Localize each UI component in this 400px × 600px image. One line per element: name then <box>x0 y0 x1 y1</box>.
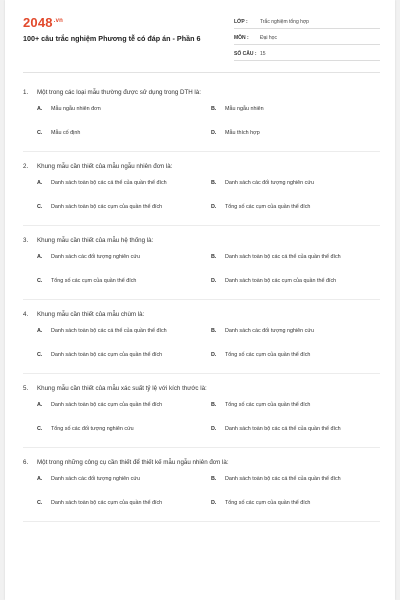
site-logo[interactable]: $2048^{.vn}$ <box>23 15 64 30</box>
option-letter: D. <box>211 203 217 210</box>
answer-option-a[interactable] <box>37 245 211 269</box>
meta-row-class <box>234 14 380 29</box>
option-text: Danh sách toàn bộ các cụm của quần thể đích <box>51 203 163 210</box>
option-letter: A. <box>37 401 43 408</box>
option-letter: C. <box>37 129 43 136</box>
question-header <box>23 78 380 97</box>
option-letter: C. <box>37 203 43 210</box>
option-text: Mẫu thích hợp <box>225 129 260 136</box>
option-text: Mẫu ngẫu nhiên <box>225 105 264 112</box>
option-letter: A. <box>37 327 43 334</box>
option-text: Tổng số các cụm của quần thể đích <box>225 401 311 408</box>
option-letter: A. <box>37 105 43 112</box>
option-letter: B. <box>211 179 217 186</box>
option-letter: B. <box>211 327 217 334</box>
question-text: Một trong những công cụ cần thiết để thiết kế mẫu ngẫu nhiên đơn là: <box>37 459 229 466</box>
question-list <box>5 78 395 522</box>
answer-option-d[interactable] <box>211 195 385 219</box>
option-text: Danh sách toàn bộ các cá thể của quần thể đích <box>51 179 167 186</box>
answer-option-a[interactable] <box>37 97 211 121</box>
option-text: Danh sách các đối tượng nghiên cứu <box>225 327 314 334</box>
answer-option-d[interactable] <box>211 417 385 441</box>
question-header <box>23 374 380 393</box>
option-letter: B. <box>211 253 217 260</box>
answer-option-a[interactable] <box>37 467 211 491</box>
option-letter: A. <box>37 475 43 482</box>
document-title: 100+ câu trắc nghiệm Phương tễ có đáp án - Phần 6 <box>23 34 201 43</box>
question-text: Khung mẫu cần thiết của mẫu chùm là: <box>37 311 145 318</box>
question-text: Khung mẫu cần thiết của mẫu ngẫu nhiên đơn là: <box>37 163 173 170</box>
option-letter: B. <box>211 475 217 482</box>
answer-option-d[interactable] <box>211 121 385 145</box>
answer-option-d[interactable] <box>211 269 385 293</box>
question-header <box>23 152 380 171</box>
answer-option-c[interactable] <box>37 121 211 145</box>
option-text: Danh sách toàn bộ các cụm của quần thể đích <box>225 277 337 284</box>
option-letter: C. <box>37 499 43 506</box>
question-header <box>23 300 380 319</box>
option-letter: D. <box>211 277 217 284</box>
option-text: Danh sách các đối tượng nghiên cứu <box>225 179 314 186</box>
option-grid <box>37 245 380 299</box>
option-letter: C. <box>37 277 43 284</box>
question-item <box>23 226 380 300</box>
option-text: Danh sách toàn bộ các cá thể của quần thể đích <box>225 253 341 260</box>
option-letter: D. <box>211 129 217 136</box>
option-text: Danh sách toàn bộ các cụm của quần thể đích <box>51 499 163 506</box>
question-text: Khung mẫu cần thiết của mẫu xác suất tỷ lệ với kích thước là: <box>37 385 207 392</box>
option-grid <box>37 467 380 521</box>
answer-option-c[interactable] <box>37 343 211 367</box>
answer-option-a[interactable] <box>37 171 211 195</box>
answer-option-b[interactable] <box>211 393 385 417</box>
option-letter: D. <box>211 425 217 432</box>
meta-value: Đại học <box>260 35 277 41</box>
option-letter: A. <box>37 179 43 186</box>
option-text: Mẫu ngẫu nhiên đơn <box>51 105 101 112</box>
option-text: Danh sách các đối tượng nghiên cứu <box>51 253 140 260</box>
answer-option-b[interactable] <box>211 319 385 343</box>
document-meta <box>234 14 380 62</box>
question-item <box>23 448 380 522</box>
meta-label: SỐ CÂU : <box>234 51 257 57</box>
question-number: 1. <box>23 89 29 96</box>
option-letter: C. <box>37 425 43 432</box>
option-text: Tổng số các đối tượng nghiên cứu <box>51 425 134 432</box>
answer-option-c[interactable] <box>37 417 211 441</box>
answer-option-b[interactable] <box>211 467 385 491</box>
document-header <box>5 0 395 72</box>
option-text: Tổng số các cụm của quần thể đích <box>225 499 311 506</box>
question-number: 6. <box>23 459 29 466</box>
answer-option-c[interactable] <box>37 195 211 219</box>
answer-option-b[interactable] <box>211 97 385 121</box>
question-item <box>23 300 380 374</box>
option-grid <box>37 319 380 373</box>
answer-option-b[interactable] <box>211 171 385 195</box>
question-number: 4. <box>23 311 29 318</box>
question-item <box>23 152 380 226</box>
option-text: Danh sách toàn bộ các cụm của quần thể đích <box>51 351 163 358</box>
question-item <box>23 374 380 448</box>
question-header <box>23 448 380 467</box>
option-text: Tổng số các cụm của quần thể đích <box>225 203 311 210</box>
option-text: Danh sách toàn bộ các cá thể của quần thể đích <box>225 475 341 482</box>
meta-row-subject <box>234 30 380 45</box>
answer-option-a[interactable] <box>37 319 211 343</box>
answer-option-d[interactable] <box>211 491 385 515</box>
meta-label: LỚP : <box>234 19 248 25</box>
option-grid <box>37 393 380 447</box>
option-grid <box>37 171 380 225</box>
option-text: Danh sách toàn bộ các cá thể của quần thể đích <box>51 327 167 334</box>
option-text: Danh sách toàn bộ các cá thể của quần thể đích <box>225 425 341 432</box>
meta-value: Trắc nghiệm tổng hợp <box>260 19 309 25</box>
question-text: Một trong các loại mẫu thường được sử dụng trong DTH là: <box>37 89 201 96</box>
option-letter: D. <box>211 499 217 506</box>
meta-value: 15 <box>260 51 266 57</box>
question-number: 3. <box>23 237 29 244</box>
answer-option-a[interactable] <box>37 393 211 417</box>
option-text: Tổng số các cụm của quần thể đích <box>225 351 311 358</box>
option-text: Mẫu cố định <box>51 129 81 136</box>
option-text: Danh sách các đối tượng nghiên cứu <box>51 475 140 482</box>
question-header <box>23 226 380 245</box>
option-letter: B. <box>211 105 217 112</box>
question-item <box>23 78 380 152</box>
option-letter: B. <box>211 401 217 408</box>
meta-row-count <box>234 46 380 61</box>
answer-option-b[interactable] <box>211 245 385 269</box>
header-divider <box>23 72 380 73</box>
option-letter: D. <box>211 351 217 358</box>
option-letter: A. <box>37 253 43 260</box>
answer-option-d[interactable] <box>211 343 385 367</box>
meta-label: MÔN : <box>234 35 249 41</box>
question-text: Khung mẫu cần thiết của mẫu hệ thống là: <box>37 237 154 244</box>
option-letter: C. <box>37 351 43 358</box>
option-text: Tổng số các cụm của quần thể đích <box>51 277 137 284</box>
question-number: 5. <box>23 385 29 392</box>
answer-option-c[interactable] <box>37 491 211 515</box>
question-number: 2. <box>23 163 29 170</box>
option-grid <box>37 97 380 151</box>
document-page <box>5 0 395 600</box>
option-text: Danh sách toàn bộ các cụm của quần thể đích <box>51 401 163 408</box>
answer-option-c[interactable] <box>37 269 211 293</box>
